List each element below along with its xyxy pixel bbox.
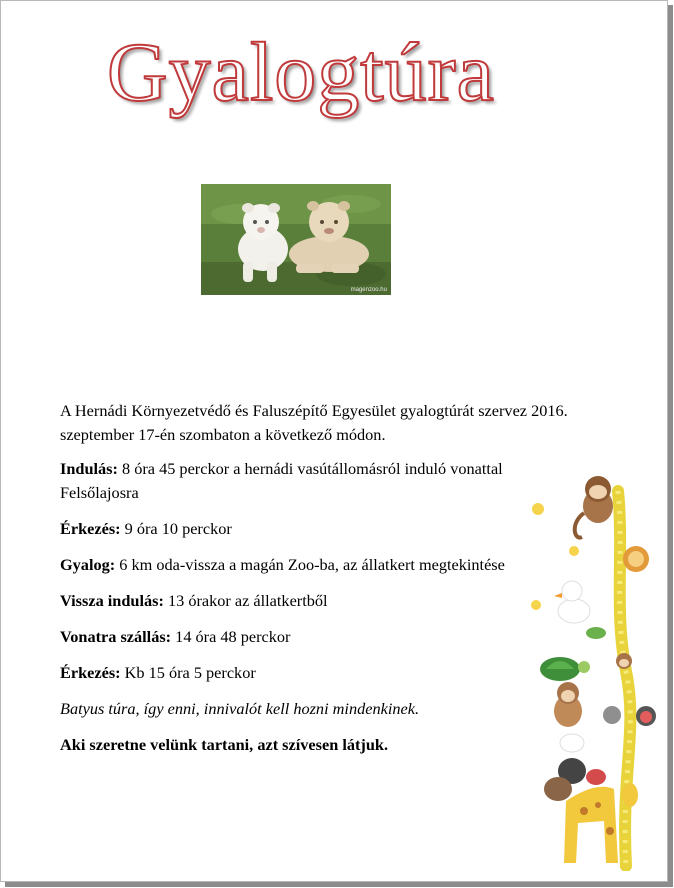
detail-text: Kb 15 óra 5 perckor [120,663,256,682]
detail-walk [60,553,580,577]
detail-final-arrival [60,661,580,685]
detail-text: 14 óra 48 perckor [171,627,291,646]
intro-paragraph: A Hernádi Környezetvédő és Faluszépítő Egyesület gyalogtúrát szervez 2016. szeptember 17-én szombaton a következő módon. [60,401,568,444]
detail-text: 13 órakor az állatkertből [163,591,328,610]
detail-label: Érkezés: [60,663,121,682]
detail-text: 6 km oda-vissza a magán Zoo-ba, az állatkert megtekintése [115,555,505,574]
detail-return [60,589,580,613]
detail-text: 9 óra 10 perckor [120,519,232,538]
animal-growth-chart-illustration [526,471,666,871]
photo-watermark: magenzoo.hu [350,287,387,293]
detail-train-boarding [60,625,580,649]
closing-paragraph: Aki szeretne velünk tartani, azt szívesen látjuk. [60,735,389,754]
detail-label: Érkezés: [60,519,121,538]
detail-text: 8 óra 45 perckor a hernádi vasútállomásról induló vonattal Felsőlajosra [60,459,503,502]
page-title: Gyalogtúra [107,26,495,119]
detail-label: Vonatra szállás: [60,627,172,646]
detail-arrival [60,517,580,541]
lion-cubs-photo [201,184,391,295]
note-paragraph: Batyus túra, így enni, innivalót kell hozni mindenkinek. [60,699,420,718]
detail-label: Vissza indulás: [60,591,164,610]
detail-label: Indulás: [60,459,118,478]
detail-label: Gyalog: [60,555,116,574]
document-body [60,399,580,769]
detail-departure [60,457,580,505]
